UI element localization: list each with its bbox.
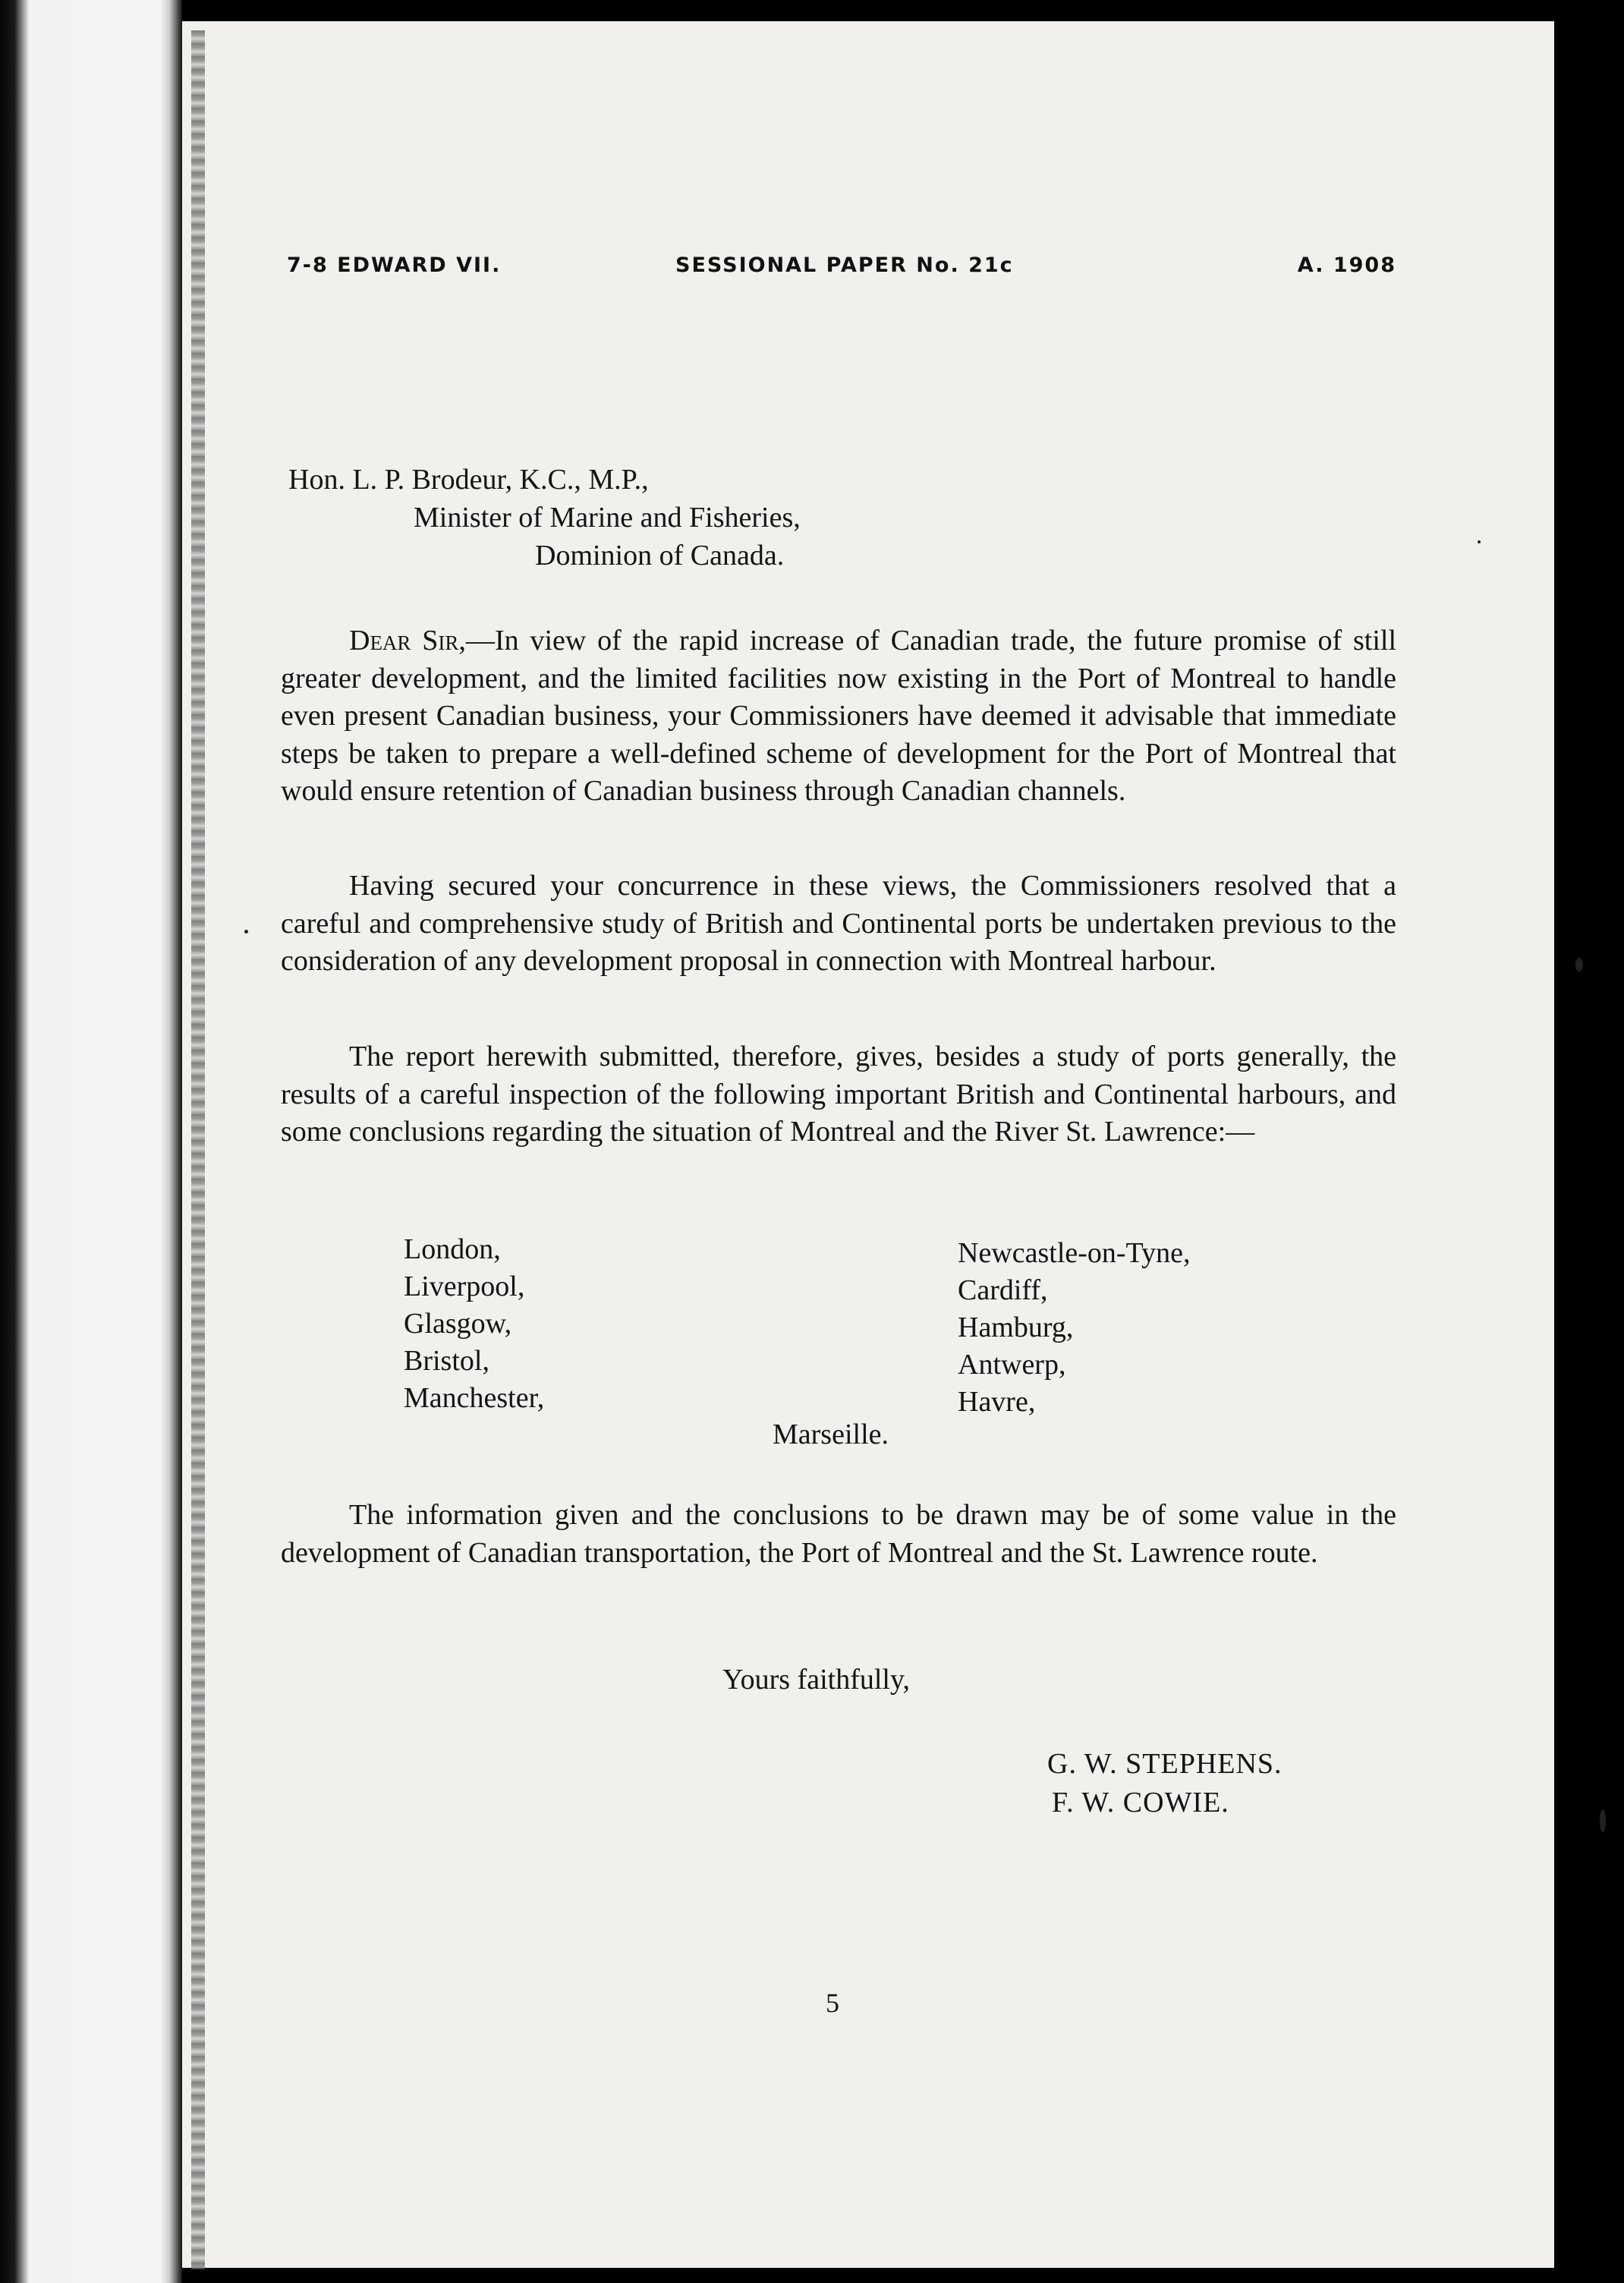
port-item: Bristol,: [404, 1345, 489, 1377]
port-item: Cardiff,: [958, 1274, 1048, 1306]
port-item: Manchester,: [404, 1382, 545, 1414]
letter-paragraph-3: The report herewith submitted, therefore, gives, besides a study of ports generally, the results of a careful inspection of the following important British and Continental harbours, and some conclusions regarding the situation of Montreal and the River St. Lawrence:—: [281, 1041, 1396, 1148]
header-right: A. 1908: [1297, 253, 1396, 277]
port-item: Glasgow,: [404, 1308, 512, 1340]
port-item: Antwerp,: [958, 1349, 1066, 1381]
page-number: 5: [826, 1988, 839, 2018]
recipient-name: Hon. L. P. Brodeur, K.C., M.P.,: [288, 464, 649, 496]
ports-list-right: [958, 1235, 1191, 1421]
complimentary-close: Yours faithfully,: [722, 1664, 911, 1696]
scan-speck: [244, 930, 248, 934]
paragraph-1-body: —In view of the rapid increase of Canadian trade, the future promise of still greater development, and the limited facilities now existing in the Port of Montreal to handle even present Canadian business, your Commissioners have deemed it advisable that immediate steps be taken to prepare a well-defined scheme of development for the Port of Montreal that would ensure retention of Canadian business through Canadian channels.: [281, 625, 1397, 807]
port-item: Hamburg,: [958, 1312, 1074, 1343]
port-item-center: Marseille.: [773, 1419, 889, 1450]
signature-2: F. W. COWIE.: [1052, 1787, 1229, 1819]
scan-gutter: [0, 0, 182, 2283]
scan-speck: [1478, 540, 1481, 543]
header-left: 7-8 EDWARD VII.: [287, 253, 502, 277]
running-header: [287, 243, 1396, 288]
port-item: Newcastle-on-Tyne,: [958, 1237, 1191, 1269]
letter-paragraph-4: The information given and the conclusions to be drawn may be of some value in the development of Canadian transportation, the Port of Montreal and the St. Lawrence route.: [281, 1499, 1396, 1569]
scan-speck: [1575, 958, 1583, 971]
recipient-department: Dominion of Canada.: [535, 540, 785, 572]
salutation: Dear Sir,: [349, 625, 466, 657]
signature-1: G. W. STEPHENS.: [1047, 1748, 1283, 1780]
port-item: Havre,: [958, 1386, 1036, 1418]
port-item: London,: [404, 1233, 501, 1265]
recipient-title: Minister of Marine and Fisheries,: [414, 502, 801, 534]
binding-shadow: [191, 30, 205, 2269]
port-item: Liverpool,: [404, 1271, 525, 1302]
letter-paragraph-2: Having secured your concurrence in these views, the Commissioners resolved that a careful and comprehensive study of British and Continental ports be undertaken previous to the consideration of any development proposal in connection with Montreal harbour.: [281, 870, 1396, 977]
header-center: SESSIONAL PAPER No. 21c: [675, 253, 1014, 277]
ports-list-left: [404, 1231, 544, 1417]
letter-paragraph-1: [281, 622, 1396, 811]
scan-speck: [1600, 1809, 1606, 1832]
